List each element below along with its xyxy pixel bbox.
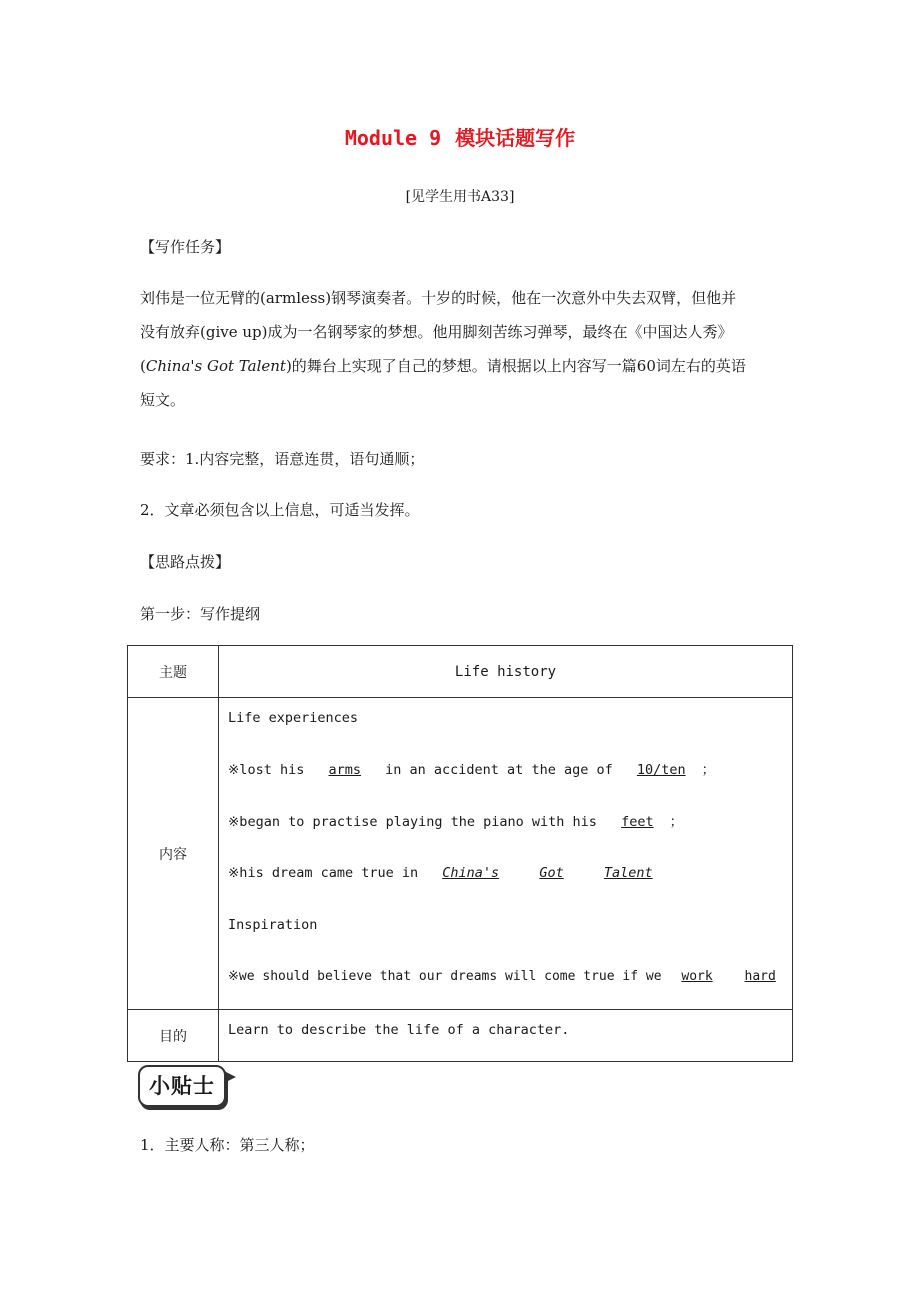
requirement-2: 2．文章必须包含以上信息，可适当发挥。 bbox=[140, 501, 420, 519]
task-line-4: 短文。 bbox=[140, 391, 186, 409]
line1-text-b: in an accident at the age of bbox=[385, 761, 613, 778]
line1-text-a: ※lost his bbox=[228, 761, 305, 778]
task-line-3 bbox=[140, 349, 790, 383]
blank-hard: hard bbox=[744, 968, 776, 984]
topic-value: Life history bbox=[219, 646, 793, 698]
content-cell bbox=[219, 698, 793, 1010]
line2-text-c: ； bbox=[669, 813, 684, 830]
blank-feet: feet bbox=[621, 813, 654, 830]
goal-value: Learn to describe the life of a character. bbox=[228, 1022, 570, 1038]
table-row bbox=[128, 1010, 793, 1062]
show-name: China's Got Talent bbox=[145, 357, 286, 375]
task-paragraph bbox=[140, 281, 790, 417]
book-reference: [见学生用书A33] bbox=[405, 189, 515, 205]
title-cn: 模块话题写作 bbox=[455, 126, 576, 150]
paren-open: ( bbox=[140, 357, 146, 375]
step-1: 第一步：写作提纲 bbox=[140, 605, 261, 623]
goal-cell bbox=[219, 1010, 793, 1062]
inspiration: Inspiration bbox=[228, 917, 318, 934]
line4-text-a: ※we should believe that our dreams will come true if we bbox=[228, 968, 662, 984]
outline-table bbox=[127, 645, 793, 1062]
speech-tail-icon bbox=[224, 1071, 236, 1083]
outline-line-4 bbox=[219, 957, 792, 1009]
content-label: 内容 bbox=[128, 698, 219, 1010]
line3-text-a: ※his dream came true in bbox=[228, 865, 419, 882]
line1-text-c: ； bbox=[701, 761, 716, 778]
outline-line-1 bbox=[219, 750, 792, 802]
goal-label: 目的 bbox=[128, 1010, 219, 1062]
tips-badge-label: 小贴士 bbox=[149, 1074, 215, 1098]
blank-chinas: China's bbox=[442, 865, 500, 882]
blank-arms: arms bbox=[328, 761, 361, 778]
blank-work: work bbox=[681, 968, 713, 984]
topic-label: 主题 bbox=[128, 646, 219, 698]
task-heading: 【写作任务】 bbox=[140, 238, 231, 256]
tip-item-1: 1．主要人称：第三人称； bbox=[140, 1136, 315, 1154]
task-line-3-rest: )的舞台上实现了自己的梦想。请根据以上内容写一篇60词左右的英语 bbox=[285, 357, 746, 375]
page-title bbox=[0, 122, 920, 151]
blank-age: 10/ten bbox=[636, 761, 686, 778]
table-row bbox=[128, 646, 793, 698]
module-label: Module 9 bbox=[344, 126, 442, 150]
requirement-1: 要求：1.内容完整，语意连贯，语句通顺； bbox=[140, 450, 425, 468]
task-line-2: 没有放弃(give up)成为一名钢琴家的梦想。他用脚刻苦练习弹琴，最终在《中国达人秀》 bbox=[140, 323, 733, 341]
guide-heading: 【思路点拨】 bbox=[140, 553, 231, 571]
line2-text-a: ※began to practise playing the piano with his bbox=[228, 813, 597, 830]
outline-line-3 bbox=[219, 853, 792, 905]
task-line-1: 刘伟是一位无臂的(armless)钢琴演奏者。十岁的时候，他在一次意外中失去双臂，但他并 bbox=[140, 289, 737, 307]
outline-line-2 bbox=[219, 802, 792, 854]
life-experiences: Life experiences bbox=[228, 710, 359, 726]
blank-talent: Talent bbox=[603, 865, 653, 882]
blank-got: Got bbox=[539, 865, 564, 882]
tips-badge bbox=[138, 1065, 226, 1107]
table-row bbox=[128, 698, 793, 1010]
